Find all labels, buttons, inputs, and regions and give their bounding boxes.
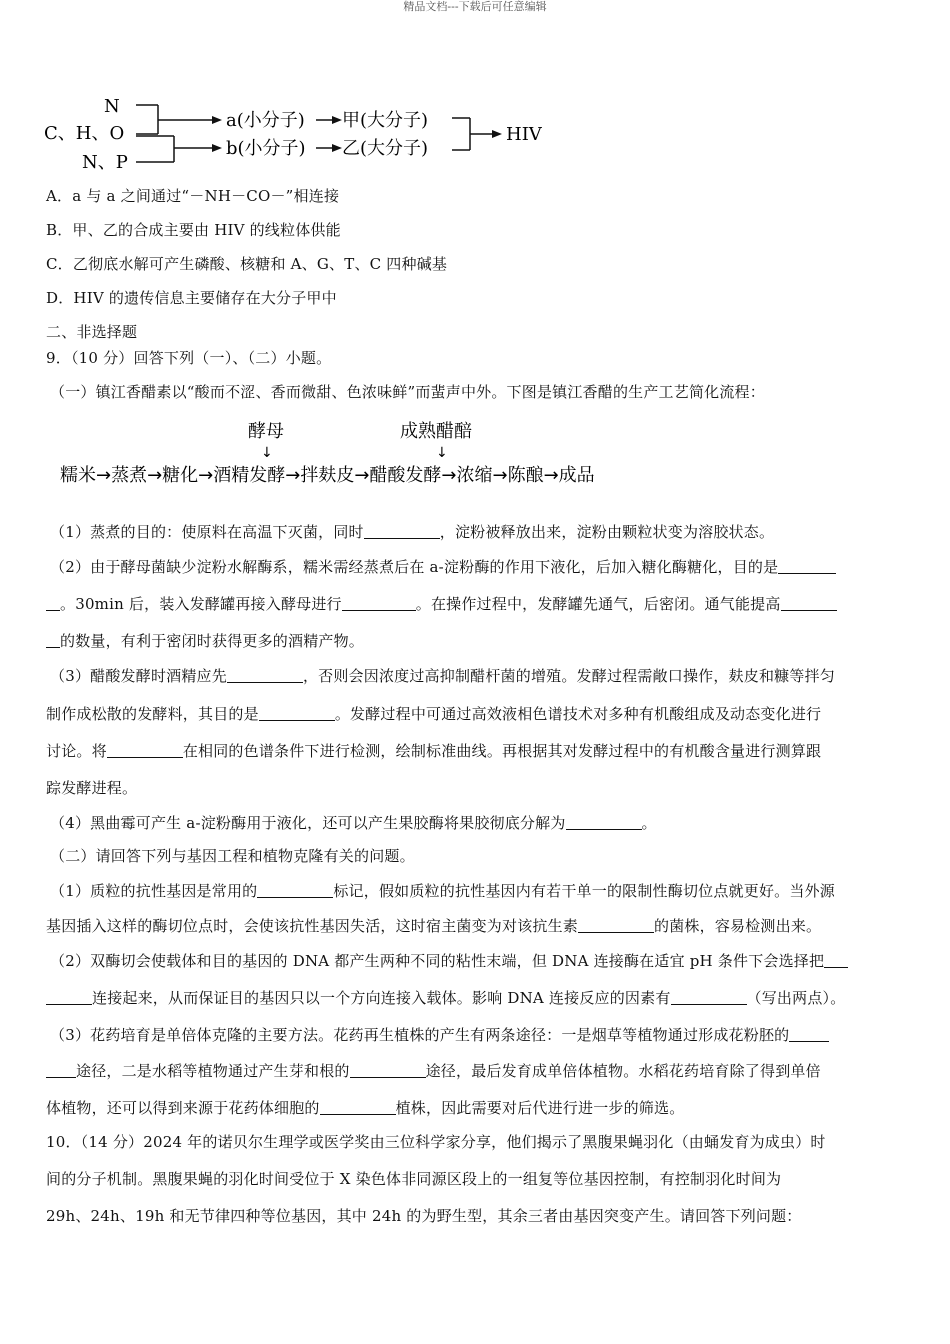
answer-blank[interactable] [789,1027,829,1042]
answer-blank[interactable] [46,990,92,1005]
q9-1: （1）蒸煮的目的：使原料在高温下灭菌，同时 ，淀粉被释放出来，淀粉由颗粒状变为溶胶状态。 [50,523,775,541]
q9-2-cont: 。30min 后，装入发酵罐再接入酵母进行 。在操作过程中，发酵罐先通气，后密闭。通气能提高 [46,594,837,614]
answer-blank[interactable] [350,1063,426,1078]
q9-ii-2: （2）双酶切会使载体和目的基因的 DNA 都产生两种不同的粘性末端，但 DNA 连接酶在适宜 pH 条件下会选择把 [50,951,848,971]
answer-blank[interactable] [46,633,60,648]
q10-line3: 29h、24h、19h 和无节律四种等位基因，其中 24h 的为野生型，其余三者由基因突变产生。请回答下列问题： [46,1207,802,1225]
q9-ii-3-cont: 途径，二是水稻等植物通过产生芽和根的 途径，最后发育成单倍体植物。水稻花药培育除了得到单倍 [46,1061,821,1081]
q9-2-end: 的数量，有利于密闭时获得更多的酒精产物。 [46,631,364,651]
element-cho-label: C、H、O [44,123,125,144]
b-small-molecule: b(小分子) [226,138,306,159]
answer-blank[interactable] [107,743,183,758]
q9-title: 9．（10 分）回答下列（一）、（二）小题。 [46,349,332,367]
process-steps: 糯米→蒸煮→糖化→酒精发酵→拌麸皮→醋酸发酵→浓缩→陈酿→成品 [60,465,595,486]
answer-blank[interactable] [824,953,848,968]
page-header: 精品文档---下载后可任意编辑 [403,0,547,13]
yi-macromolecule: 乙(大分子) [342,138,429,159]
a-small-molecule: a(小分子) [226,110,305,131]
q9-ii-3-end: 体植物，还可以得到来源于花药体细胞的 植株，因此需要对后代进行进一步的筛选。 [46,1099,685,1117]
jia-macromolecule: 甲(大分子) [342,110,429,131]
answer-blank[interactable] [781,596,837,611]
q9-3-cont2: 讨论。将 在相同的色谱条件下进行检测，绘制标准曲线。再根据其对发酵过程中的有机酸含量进行测算跟 [46,742,822,760]
answer-blank[interactable] [259,706,335,721]
answer-blank[interactable] [342,596,416,611]
q9-4: （4）黑曲霉可产生 a-淀粉酶用于液化，还可以产生果胶酶将果胶彻底分解为 。 [50,814,657,832]
answer-blank[interactable] [566,815,642,830]
hiv-composition-diagram [40,92,560,172]
q9-ii-1-cont: 基因插入这样的酶切位点时，会使该抗性基因失活，这时宿主菌变为对该抗生素 的菌株，容易检测出来。 [46,917,822,935]
answer-blank[interactable] [227,668,303,683]
q9-ii-3: （3）花药培育是单倍体克隆的主要方法。花药再生植株的产生有两条途径：一是烟草等植物通过形成花粉胚的 [50,1025,829,1045]
answer-blank[interactable] [671,990,747,1005]
q10-line2: 间的分子机制。黑腹果蝇的羽化时间受位于 X 染色体非同源区段上的一组复等位基因控制，有控制羽化时间为 [46,1170,782,1188]
down-arrow-icon: ↓ [261,445,273,461]
mature-vinegar-label: 成熟醋醅 [400,421,472,442]
answer-blank[interactable] [46,1063,76,1078]
option-d: D．HIV 的遗传信息主要储存在大分子甲中 [46,289,337,307]
element-n-label: N [104,96,120,117]
option-b: B．甲、乙的合成主要由 HIV 的线粒体供能 [46,221,341,239]
answer-blank[interactable] [257,883,333,898]
section-title: 二、非选择题 [46,323,138,341]
answer-blank[interactable] [46,596,60,611]
down-arrow-icon: ↓ [436,445,448,461]
answer-blank[interactable] [578,918,654,933]
hiv-label: HIV [506,124,542,145]
q9-ii-1: （1）质粒的抗性基因是常用的 标记，假如质粒的抗性基因内有若干单一的限制性酶切位点就更好。当外源 [50,882,835,900]
vinegar-process-flow [58,415,678,495]
q9-part1-intro: （一）镇江香醋素以“酸而不涩、香而微甜、色浓味鲜”而蜚声中外。下图是镇江香醋的生产工艺简化流程： [50,383,765,401]
option-a: A．a 与 a 之间通过“－NH－CO－”相连接 [46,187,340,205]
element-np-label: N、P [82,152,128,172]
q10-line1: 10．（14 分）2024 年的诺贝尔生理学或医学奖由三位科学家分享，他们揭示了黑腹果蝇羽化（由蛹发育为成虫）时 [46,1133,826,1151]
answer-blank[interactable] [320,1100,396,1115]
q9-3: （3）醋酸发酵时酒精应先 ，否则会因浓度过高抑制醋杆菌的增殖。发酵过程需敞口操作，麸皮和糠等拌匀 [50,667,835,685]
answer-blank[interactable] [364,524,440,539]
option-c: C．乙彻底水解可产生磷酸、核糖和 A、G、T、C 四种碱基 [46,255,448,273]
answer-blank[interactable] [778,559,836,574]
q9-2: （2）由于酵母菌缺少淀粉水解酶系，糯米需经蒸煮后在 a-淀粉酶的作用下液化，后加入糖化酶糖化，目的是 [50,557,836,577]
q9-part2-intro: （二）请回答下列与基因工程和植物克隆有关的问题。 [50,847,415,865]
yeast-label: 酵母 [248,421,284,442]
q9-ii-2-cont: 连接起来，从而保证目的基因只以一个方向连接入载体。影响 DNA 连接反应的因素有 （写出两点）。 [46,988,845,1008]
q9-3-cont: 制作成松散的发酵料，其目的是 。发酵过程中可通过高效液相色谱技术对多种有机酸组成及动态变化进行 [46,705,822,723]
q9-3-end: 踪发酵进程。 [46,779,138,797]
